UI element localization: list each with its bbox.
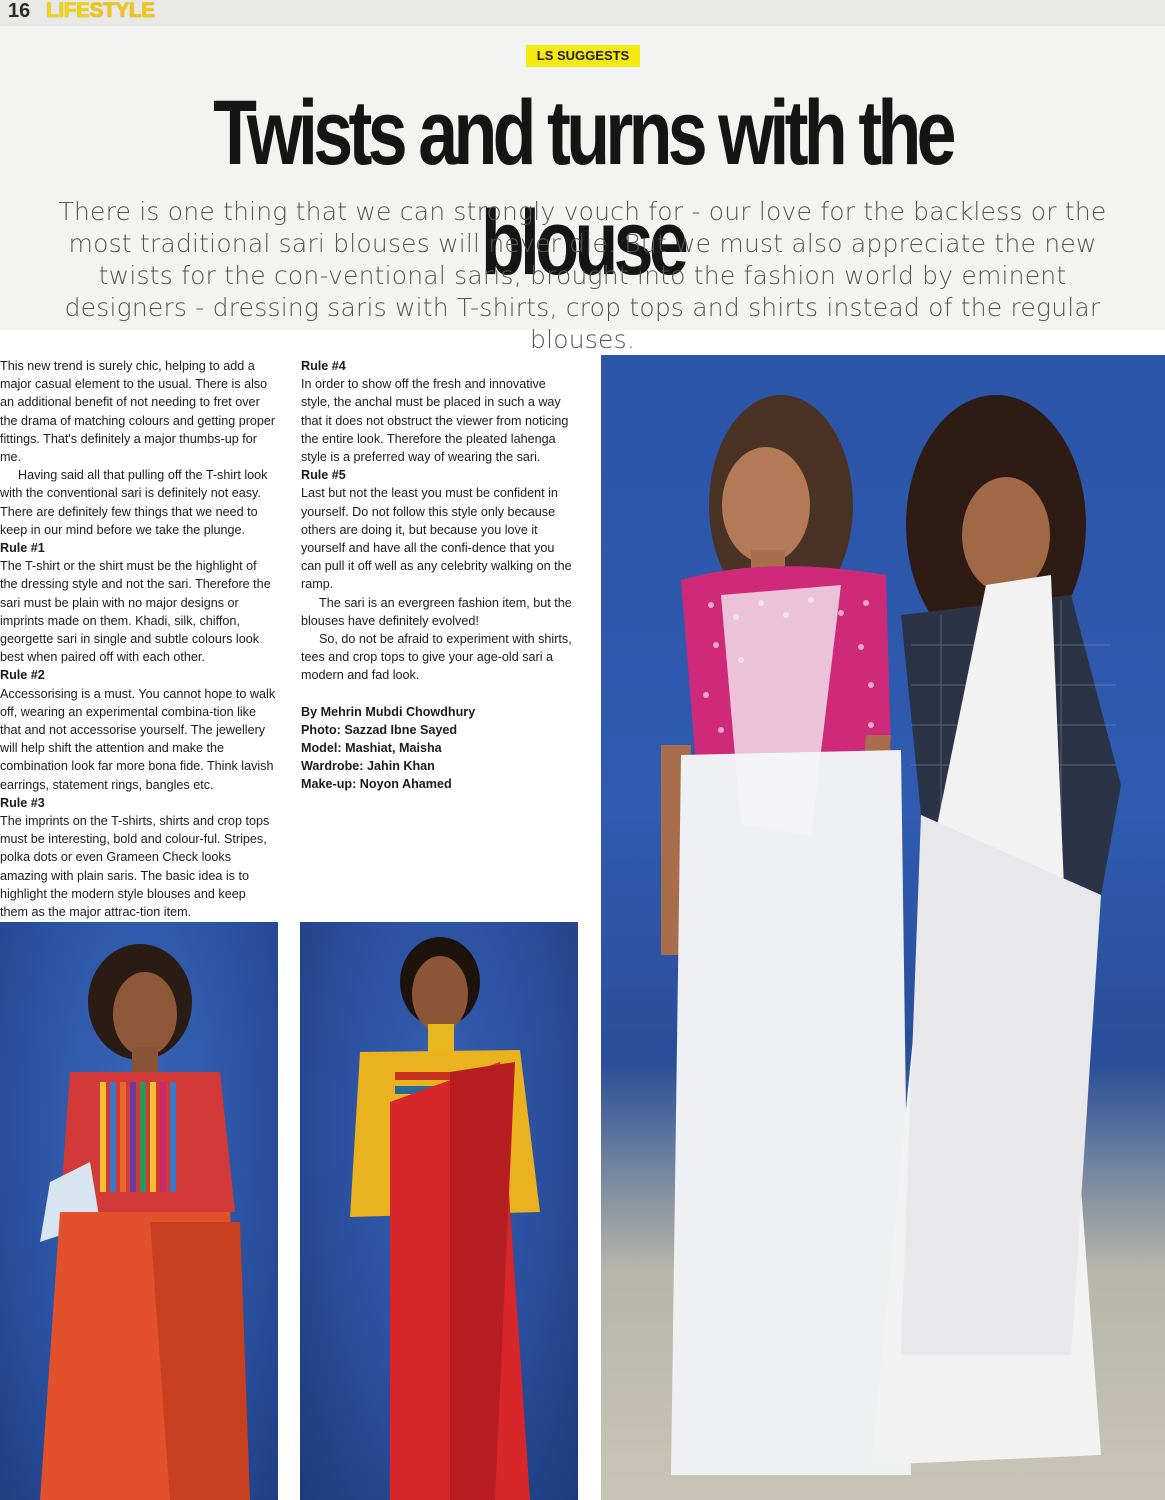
rule-text: Accessorising is a must. You cannot hope to walk off, wearing an experimental combina-tion like that and not accessorise yourself. The jewellery will help shift the attention and make the combination look far more bona fide. Think lavish earrings, statement rings, bangles etc. xyxy=(0,686,276,792)
body-paragraph: The sari is an evergreen fashion item, but the blouses have definitely evolved! xyxy=(301,595,572,628)
credit-wardrobe: Wardrobe: Jahin Khan xyxy=(301,759,435,774)
header-strip xyxy=(0,0,1165,26)
rule-heading: Rule #2 xyxy=(0,668,45,683)
section-kicker: LS SUGGESTS xyxy=(526,45,640,67)
section-logo xyxy=(46,0,155,23)
main-photo-two-models xyxy=(601,355,1165,1500)
credit-author: By Mehrin Mubdi Chowdhury xyxy=(301,704,476,719)
body-column-2 xyxy=(301,357,577,794)
rule-heading: Rule #4 xyxy=(301,359,346,373)
body-paragraph: Having said all that pulling off the T-shirt look with the conventional sari is definitely not easy. There are definitely few things that we need to keep in our mind before we take the plunge. xyxy=(0,468,268,537)
rule-heading: Rule #5 xyxy=(301,468,346,483)
logo-style: STYLE xyxy=(89,0,155,22)
photo-red-sari-yellow-top xyxy=(300,922,578,1500)
credit-model: Model: Mashiat, Maisha xyxy=(301,741,442,756)
credit-photo: Photo: Sazzad Ibne Sayed xyxy=(301,722,458,737)
credit-makeup: Make-up: Noyon Ahamed xyxy=(301,777,452,792)
headline: Twists and turns with the blouse xyxy=(213,82,952,294)
rule-text: In order to show off the fresh and innovative style, the anchal must be placed in such a way that it does not obstruct the viewer from noticing the entire look. Therefore the pleated lahenga style is a preferred way of wearing the sari. xyxy=(301,377,569,465)
rule-heading: Rule #3 xyxy=(0,795,45,810)
page-number: 16 xyxy=(8,0,31,22)
rule-text: The T-shirt or the shirt must be the highlight of the dressing style and not the sari. Therefore the sari must be plain with no major designs or imprints made on them. Khadi, silk, chiffon, georgette sari in single and subtle colours look best when paired off with each other. xyxy=(0,559,271,665)
standfirst: There is one thing that we can strongly vouch for - our love for the backless or the most traditional sari blouses will never die. But we must also appreciate the new twists for the con-ventional saris, brought into the fashion world by eminent designers - dressing saris with T-shirts, crop tops and shirts instead of the regular blouses. xyxy=(58,197,1107,354)
body-paragraph: So, do not be afraid to experiment with shirts, tees and crop tops to give your age-old sari a modern and fad look. xyxy=(301,632,572,683)
body-paragraph: This new trend is surely chic, helping to add a major casual element to the usual. There is also an additional benefit of not needing to fret over the drama of matching colours and getting proper fittings. That's definitely a major thumbs-up for me. xyxy=(0,359,276,465)
logo-life: LIFE xyxy=(46,0,90,22)
body-column-1 xyxy=(0,357,276,921)
rule-heading: Rule #1 xyxy=(0,541,45,556)
rule-text: The imprints on the T-shirts, shirts and crop tops must be interesting, bold and colour-ful. Stripes, polka dots or even Grameen Check looks amazing with plain saris. The basic idea is to highlight the modern style blouses and keep them as the major attrac-tion item. xyxy=(0,814,270,920)
photo-red-sari-striped-top xyxy=(0,922,278,1500)
rule-text: Last but not the least you must be confident in yourself. Do not follow this style only because others are doing it, but because you love it yourself and have all the confi-dence that you can pull it off well as any celebrity walking on the ramp. xyxy=(301,486,572,592)
